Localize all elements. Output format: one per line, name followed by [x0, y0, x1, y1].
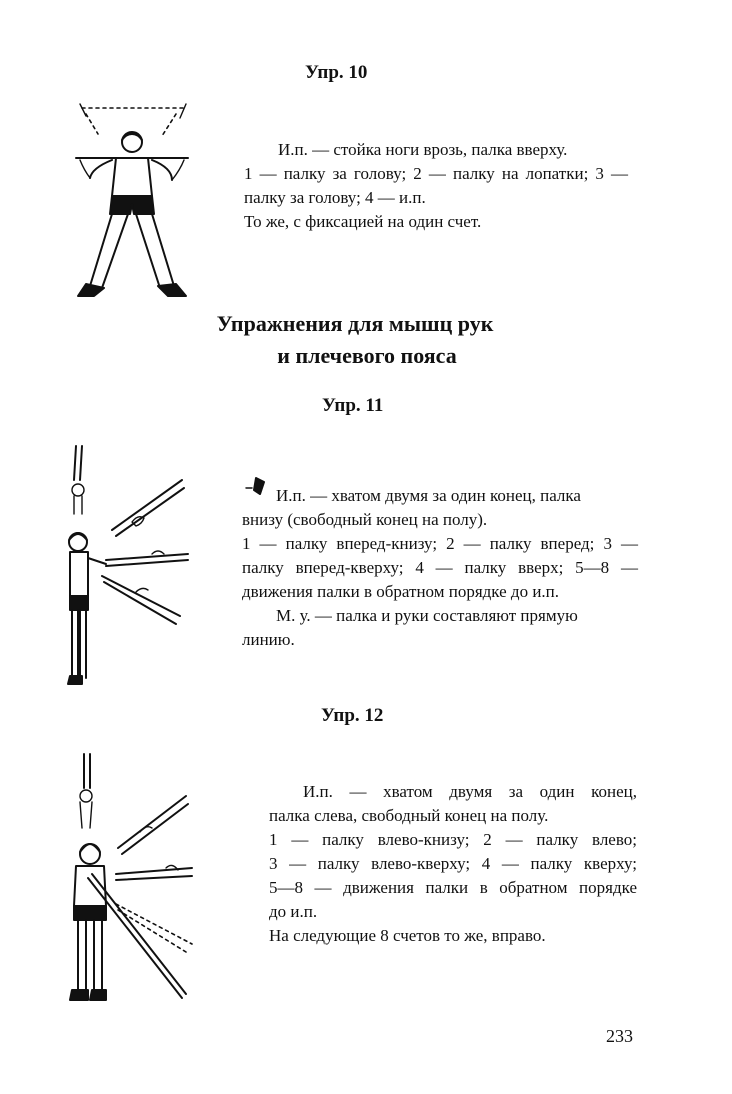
- page-number: 233: [606, 1026, 633, 1046]
- text-line: движения палки в обратном порядке до и.п.: [242, 582, 560, 601]
- text-line: То же, с фиксацией на один счет.: [244, 212, 482, 231]
- exercise-12-text: [269, 780, 637, 948]
- exercise-11-text: [242, 484, 638, 652]
- text-line: И.п. — хватом двумя за один конец,: [303, 782, 637, 801]
- text-line: 1 — палку вперед-книзу; 2 — палку вперед; 3 —: [242, 534, 638, 553]
- text-line: палку за голову; 4 — и.п.: [244, 188, 426, 207]
- text-line: палку вперед-кверху; 4 — палку вверх; 5—8 —: [242, 558, 638, 577]
- section-heading: [170, 308, 540, 372]
- text-line: 1 — палку за голову; 2 — палку на лопатки; 3 —: [244, 164, 628, 183]
- text-line: 1 — палку влево-книзу; 2 — палку влево;: [269, 830, 637, 849]
- text-line: И.п. — хватом двумя за один конец, палка: [276, 486, 581, 505]
- section-heading-line-1: Упражнения для мышц рук: [216, 311, 494, 336]
- text-line: линию.: [242, 630, 295, 649]
- exercise-10-figure: [72, 96, 192, 306]
- text-line: до и.п.: [269, 902, 318, 921]
- exercise-11-title: Упр. 11: [322, 395, 384, 416]
- exercise-11-figure: [62, 440, 192, 690]
- exercise-12-title: Упр. 12: [321, 705, 384, 726]
- text-line: 5—8 — движения палки в обратном порядке: [269, 878, 637, 897]
- exercise-12-figure: [62, 748, 202, 1008]
- exercise-10-text: [244, 138, 628, 234]
- text-line: М. у. — палка и руки составляют прямую: [276, 606, 578, 625]
- text-line: На следующие 8 счетов то же, вправо.: [269, 926, 546, 945]
- section-heading-line-2: и плечевого пояса: [277, 343, 457, 368]
- exercise-10-title: Упр. 10: [305, 62, 368, 83]
- text-line: палка слева, свободный конец на полу.: [269, 806, 549, 825]
- text-line: И.п. — стойка ноги врозь, палка вверху.: [278, 140, 568, 159]
- text-line: внизу (свободный конец на полу).: [242, 510, 488, 529]
- text-line: 3 — палку влево-кверху; 4 — палку кверху;: [269, 854, 637, 873]
